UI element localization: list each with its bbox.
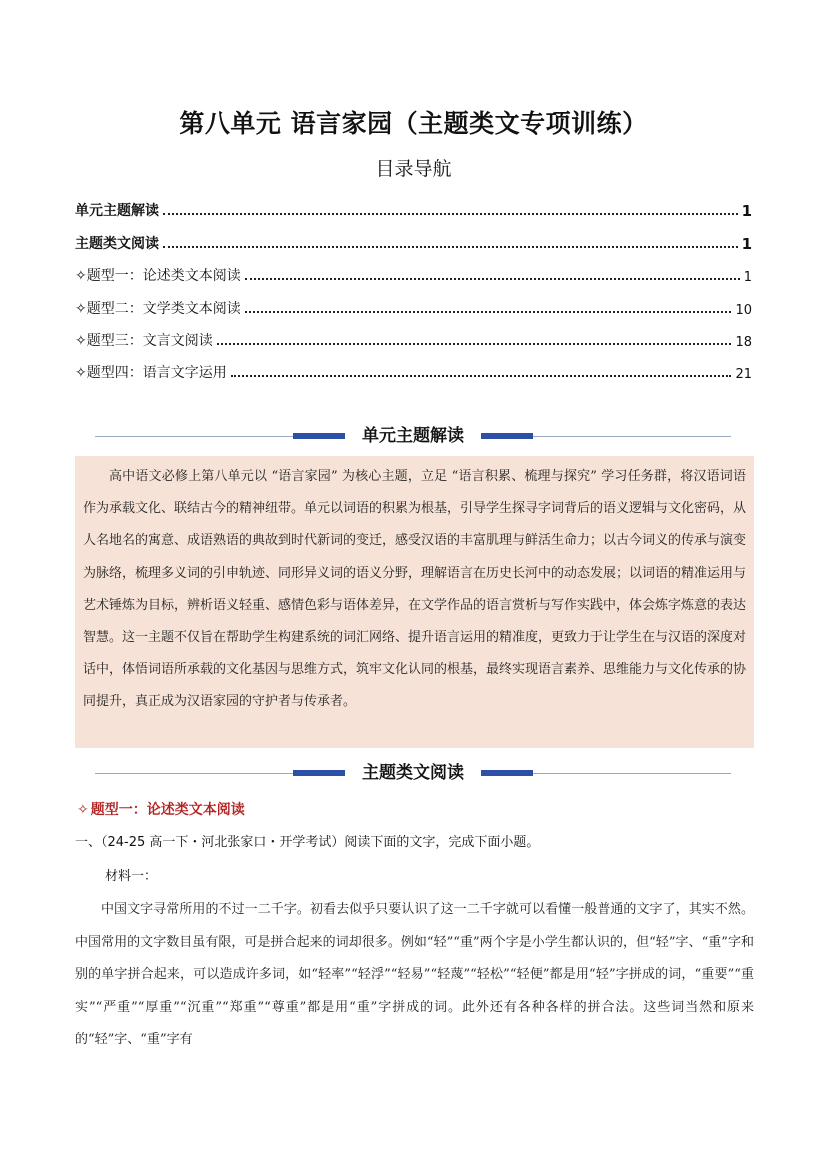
toc-entry-label: 单元主题解读 bbox=[75, 203, 159, 220]
toc-entry-label: ✧题型四：语言文字运用 bbox=[75, 365, 227, 382]
toc-entry-type-3[interactable] bbox=[75, 318, 752, 350]
question-instruction: 一、（24-25 高一下・河北张家口・开学考试）阅读下面的文字，完成下面小题。 bbox=[75, 835, 540, 850]
toc-entry-page: 1 bbox=[741, 234, 752, 253]
toc-entry-page: 18 bbox=[735, 334, 752, 350]
toc-leader-dots bbox=[245, 311, 732, 313]
toc-entry-label: ✧题型一：论述类文本阅读 bbox=[75, 268, 241, 285]
question-type-heading bbox=[77, 799, 245, 819]
material-label: 材料一： bbox=[105, 869, 158, 884]
toc-entry-type-1[interactable] bbox=[75, 253, 752, 285]
toc-leader-dots bbox=[163, 213, 738, 215]
toc-leader-dots bbox=[231, 375, 732, 377]
toc-entry-page: 21 bbox=[735, 367, 752, 383]
toc-entry-label: ✧题型二：文学类文本阅读 bbox=[75, 300, 241, 317]
section-title: 单元主题解读 bbox=[345, 424, 481, 448]
toc-entry-theme-reading[interactable] bbox=[75, 220, 752, 252]
page-title: 第八单元 语言家园（主题类文专项训练） bbox=[179, 109, 648, 138]
toc-entry-page: 10 bbox=[735, 302, 752, 318]
material-text: 中国文字寻常所用的不过一二千字。初看去似乎只要认识了这一二千字就可以看懂一般普通的文字了，其实不然。中国常用的文字数目虽有限，可是拼合起来的词却很多。例如“轻”“重”两个字是小学生都认识的，但“轻”字、“重”字和别的单字拼合起来，可以造成许多词，如“轻率”“轻浮”“轻易”“轻蔑”“轻松”“轻便”都是用“轻”字拼成的词，“重要”“重实”“严重”“厚重”“沉重”“郑重”“尊重”都是用“重”字拼成的词。此外还有各种各样的拼合法。这些词当然和原来的“轻”字、“重”字有 bbox=[75, 902, 754, 1048]
section-header-theme-reading bbox=[95, 761, 731, 785]
section-accent-bar-left bbox=[293, 433, 345, 439]
toc-leader-dots bbox=[217, 343, 732, 345]
toc-entry-label: ✧题型三：文言文阅读 bbox=[75, 332, 213, 349]
section-accent-bar-right bbox=[481, 433, 533, 439]
toc-entry-page: 1 bbox=[741, 202, 752, 221]
toc-entry-label: 主题类文阅读 bbox=[75, 235, 159, 252]
toc-entry-type-2[interactable] bbox=[75, 285, 752, 317]
question-type-label: 题型一：论述类文本阅读 bbox=[90, 802, 245, 818]
section-title: 主题类文阅读 bbox=[345, 761, 481, 785]
toc-leader-dots bbox=[245, 278, 740, 280]
section-accent-bar-right bbox=[481, 770, 533, 776]
toc-entry-page: 1 bbox=[743, 270, 752, 286]
section-header-unit-theme bbox=[95, 424, 731, 448]
toc-entry-unit-theme[interactable] bbox=[75, 188, 752, 220]
unit-theme-intro: 高中语文必修上第八单元以 “语言家园” 为核心主题，立足 “语言积累、梳理与探究” 学习任务群，将汉语词语作为承载文化、联结古今的精神纽带。单元以词语的积累为根基，引导学生探寻字词背后的语义逻辑与文化密码，从人名地名的寓意、成语熟语的典故到时代新词的变迁，感受汉语的丰富肌理与鲜活生命力；以古今词义的传承与演变为脉络，梳理多义词的引申轨迹、同形异义词的语义分野，理解语言在历史长河中的动态发展；以词语的精准运用与艺术锤炼为目标，辨析语义轻重、感情色彩与语体差异，在文学作品的语言赏析与写作实践中，体会炼字炼意的表达智慧。这一主题不仅旨在帮助学生构建系统的词汇网络、提升语言运用的精准度，更致力于让学生在与汉语的深度对话中，体悟词语所承载的文化基因与思维方式，筑牢文化认同的根基，最终实现语言素养、思维能力与文化传承的协同提升，真正成为汉语家园的守护者与传承者。 bbox=[75, 456, 754, 748]
table-of-contents bbox=[75, 188, 752, 382]
toc-leader-dots bbox=[163, 246, 738, 248]
toc-heading: 目录导航 bbox=[375, 158, 452, 180]
toc-entry-type-4[interactable] bbox=[75, 350, 752, 382]
section-accent-bar-left bbox=[293, 770, 345, 776]
diamond-icon: ✧ bbox=[77, 802, 89, 818]
